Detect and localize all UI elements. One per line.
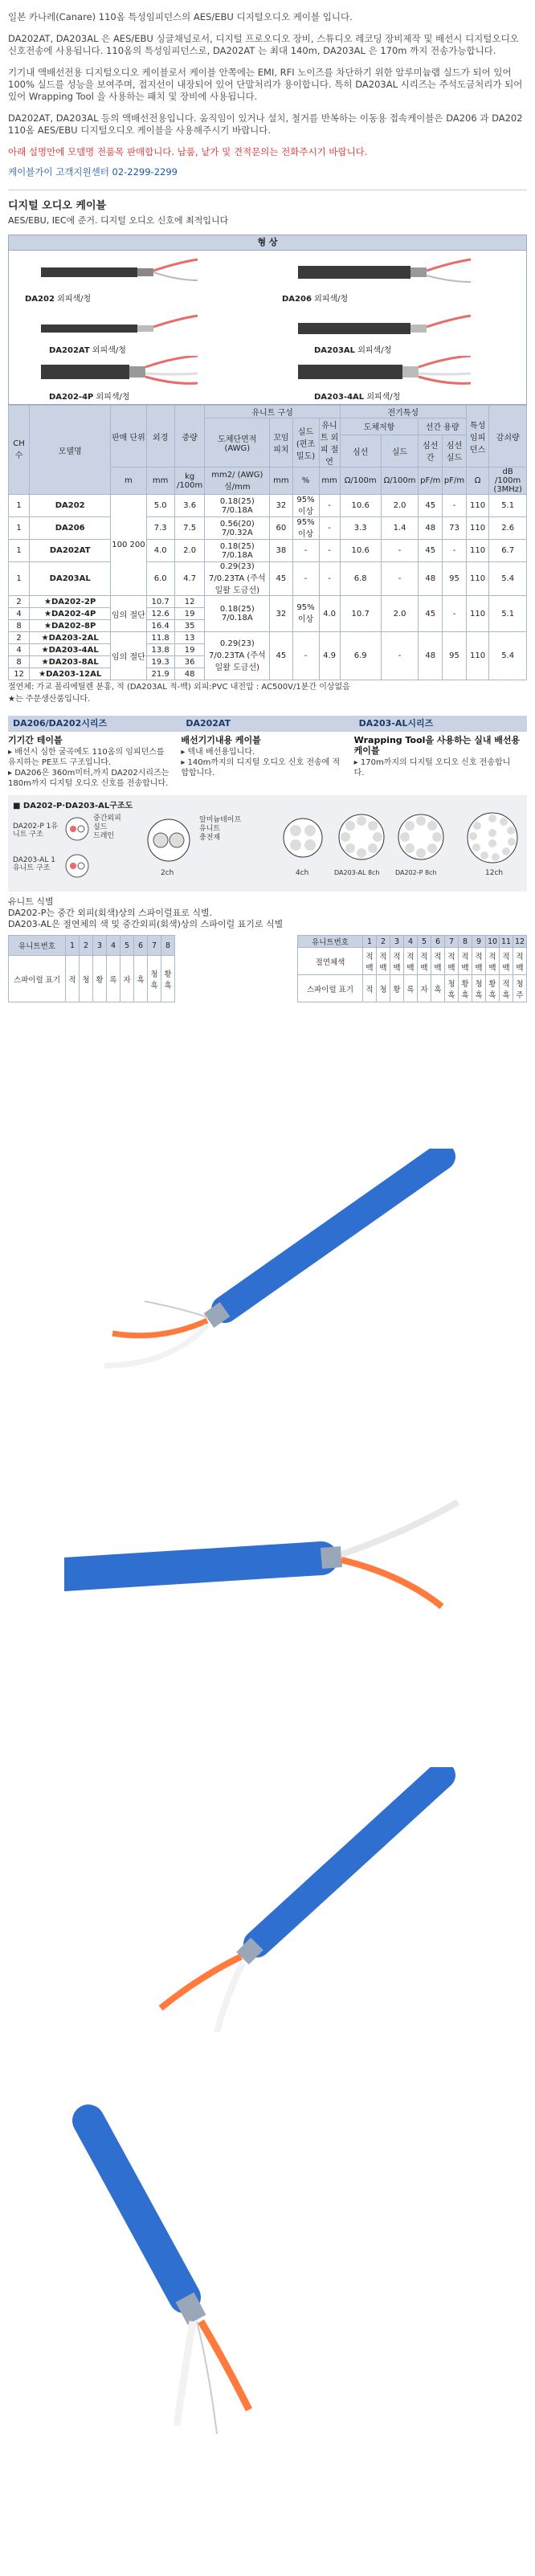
support-phone[interactable]: 케이블가이 고객지원센터 02-2299-2299	[8, 166, 178, 178]
spec-note-2: ★는 주문생산품입니다.	[8, 695, 91, 704]
cable-label-da206: DA206 외피색/청	[282, 295, 349, 304]
table-row: 1 DA206 7.3 7.5 0.56(20) 7/0.32A 60 95% 이상 - 3.3 1.4 48 73 110 2.6	[9, 517, 527, 540]
th-model: 모델명	[30, 406, 111, 495]
structure-diagram	[8, 795, 527, 892]
structure-label-2: DA203-AL 1유니트 구조	[13, 856, 55, 872]
table-row: 8 ★DA202-8P 16.4 35	[9, 620, 527, 632]
unit-ohm2: Ω/100m	[381, 467, 419, 495]
th-sale: 판매 단위	[111, 406, 146, 467]
table-row: 1 DA203AL 6.0 4.7 0.29(23) 7/0.23TA (주석일왈 도금선) 45 - - 6.8 - 48 95 110 5.4	[9, 562, 527, 596]
spec-note-1: 절연체: 가교 폴리에틸렌 분홍, 적 (DA203AL 적-백) 외피:PVC 내전압 : AC500V/1분간 이상없음	[8, 683, 350, 692]
table-row: 4 ★DA202-4P 12.6 19	[9, 608, 527, 620]
ident-text: 유니트 식별 DA202-P는 중간 외피(회색)상의 스파이럴표로 식별. DA203-AL은 절연체의 색 및 중간외피(회색)상의 스파이럴 표기로 식별	[8, 896, 284, 929]
unit-z: Ω	[466, 467, 488, 495]
th-unit-struct: 유니트 구성	[205, 406, 340, 418]
series-body	[8, 735, 527, 789]
series-desc-1: 기기간 테이블 ▸ 배선시 심한 굴곡에도 110옴의 임피던스를 유지하는 PE포드 구조입니다. ▸ DA206은 360m미터,까지 DA202시리즈는 180m까지 디지털 오디오 신호를 전송합니다.	[8, 735, 169, 788]
cable-photo-4	[64, 2104, 466, 2442]
shape-panel	[8, 235, 527, 405]
th-ch: CH 수	[9, 406, 30, 495]
table-row: 1 DA202AT 4.0 2.0 0.18(25) 7/0.18A 38 - - 10.6 - 45 - 110 6.7	[9, 540, 527, 562]
series-header	[8, 716, 527, 732]
unit-pf2: pF/m	[443, 467, 467, 495]
intro-p2: DA202AT, DA203AL 은 AES/EBU 싱글채널로서, 디지털 프로오디오 장비, 스튜디오 레코딩 장비제작 및 배선시 디지털오디오 신호전송에 사용됩니다. 110옴의 특성임피던스로, DA202AT 는 최대 140m, DA203AL 은 170m 까지 전송가능합니다.	[8, 33, 519, 56]
intro-p3: 기기내 액배선전용 디지털오디오 케이블로서 케이블 안쪽에는 EMI, RFI 노이즈를 차단하기 위한 알루미늄랩 실드가 되어 있어 100% 실드를 성능을 보여주며, 접지선이 내장되어 있어 단말처리가 용이합니다. 특히 DA203AL 시리즈는 주석도금처리가 되어 있어 Wrapping Tool 을 사용하는 패치 및 장비에 사용됩니다.	[8, 67, 523, 102]
cable-da202-image	[41, 256, 202, 288]
table-row: 8 ★DA203-8AL 19.3 36	[9, 656, 527, 668]
cable-label-da203al: DA203AL 외피색/청	[314, 346, 392, 355]
caption-8ch-p: DA202-P 8ch	[395, 869, 437, 876]
unit-ohm1: Ω/100m	[340, 467, 381, 495]
table-row: 4 ★DA203-4AL 13.8 19	[9, 644, 527, 656]
unit-jmm: mm	[319, 467, 340, 495]
structure-parts-2: 알미늄테이프 유니트 충전재	[199, 816, 242, 842]
table-row: 12 ★DA203-12AL 21.9 48	[9, 668, 527, 680]
cable-12ch-icon	[466, 811, 519, 864]
structure-label-1: DA202-P 1유니트 구조	[13, 823, 59, 839]
series-h1: DA206/DA202시리즈	[13, 718, 108, 729]
series-h3: DA203-AL시리즈	[358, 718, 434, 729]
intro-p1: 일본 카나레(Canare) 110옴 특성임피던스의 AES/EBU 디지털오디오 케이블 입니다.	[8, 11, 353, 22]
intro-p4: DA202AT, DA203AL 등의 액배선전용입니다. 움직임이 있거나 설치, 철거를 반복하는 이동용 접속케이블은 DA206 과 DA202 110옴 AES/EBU 디지털오디오 케이블을 사용해주시기 바랍니다.	[8, 112, 523, 136]
th-shld: 실드	[381, 435, 419, 467]
cable-photo-3	[64, 1767, 466, 2032]
th-cap2: 심선 실드	[443, 435, 467, 467]
unit-kg: kg /100m	[174, 467, 205, 495]
intro-warning: 아래 설명만에 모델명 전품목 판매합니다. 납품, 낱가 및 견적문의는 전화주시기 바랍니다.	[8, 146, 368, 157]
caption-12ch: 12ch	[485, 869, 504, 877]
cable-photo-1	[64, 1149, 466, 1414]
unit-mm: mm	[146, 467, 174, 495]
series-desc-3: Wrapping Tool을 사용하는 실내 배선용 케이블 ▸ 170m까지의 디지털 오디오 신호 전송합니다.	[353, 735, 521, 778]
cable-da206-image	[298, 256, 475, 288]
table-row: 2 ★DA203-2AL 임의 절단 11.8 13 0.29(23) 7/0.23TA (주석일왈 도금선) 45 - 4.9 6.9 - 48 95 110 5.4	[9, 632, 527, 644]
ident-table-right: 유니트번호 1 2 3 4 5 6 7 8 9 10 11 12 절연체색 적 백 적 백 적 백 적 백 적 백 적 백 적 백 적 백 적 백 적 백 적 백 적 백 스파이럴 표기 적 청 황 록 자 흑 청 흑 황 흑 청 흑 황 흑 적 흑 청 주	[297, 935, 527, 1002]
table-row: 1 DA202 100 200 5.0 3.6 0.18(25) 7/0.18A 32 95% 이상 - 10.6 2.0 45 - 110 5.1	[9, 495, 527, 517]
th-cond: 도체단면적 (AWG)	[205, 418, 270, 467]
cable-8ch-p-icon	[397, 813, 445, 861]
th-cap: 선간 용량	[419, 418, 467, 435]
cable-2ch-icon	[145, 816, 193, 864]
structure-parts: 중간외피 실드 드레인	[93, 814, 121, 840]
th-dc: 도체저항	[340, 418, 419, 435]
cable-label-da202: DA202 외피색/청	[25, 295, 92, 304]
th-att: 감쇠량	[489, 406, 527, 467]
cable-da203al-image	[298, 312, 475, 345]
ident-table-left: 유니트번호 1 2 3 4 5 6 7 8 스파이럴 표기 적 청 황 록 자 흑 청 흑 황 흑	[8, 935, 175, 1002]
series-h2: DA202AT	[186, 718, 231, 729]
unit-pct: %	[292, 467, 319, 495]
th-cap1: 심선 간	[419, 435, 443, 467]
caption-8ch-al: DA203-AL 8ch	[334, 869, 380, 876]
cable-photo-2	[64, 1438, 466, 1711]
unit-cond: mm2/ (AWG) 심/mm	[205, 467, 270, 495]
th-elec: 전기특성	[340, 406, 466, 418]
ident-tables	[8, 935, 527, 1002]
th-insul: 심선	[340, 435, 381, 467]
section-subtitle: AES/EBU, IEC에 준거. 디지털 오디오 신호에 최적입니다	[8, 215, 229, 226]
th-shield: 실드 (편조 밀도)	[292, 418, 319, 467]
unit-m: m	[111, 467, 146, 495]
caption-2ch: 2ch	[161, 869, 174, 877]
unit-att: dB /100m (3MHz)	[489, 467, 527, 495]
unit-pitch: mm	[270, 467, 292, 495]
cable-da203-4al-image	[298, 356, 475, 388]
spec-table	[8, 405, 527, 680]
cable-da202at-image	[41, 312, 202, 345]
shape-header: 형 상	[9, 235, 526, 251]
cable-8ch-al-icon	[337, 813, 386, 861]
caption-4ch: 4ch	[296, 869, 309, 877]
cable-da202-4p-image	[41, 356, 202, 388]
unit-pf1: pF/m	[419, 467, 443, 495]
cable-label-da203-4al: DA203-4AL 외피색/청	[314, 393, 401, 402]
structure-title: ■ DA202-P·DA203-AL구조도	[13, 802, 133, 810]
cable-label-da202at: DA202AT 외피색/청	[49, 346, 126, 355]
section-title: 디지털 오디오 케이블	[8, 200, 107, 212]
th-pitch: 꼬임 피치	[270, 418, 292, 467]
th-imp: 특성 임피던스	[466, 406, 488, 467]
intro	[0, 0, 535, 178]
th-jacket: 유니트 외피 절연	[319, 418, 340, 467]
th-weight: 중량	[174, 406, 205, 467]
cable-label-da202-4p: DA202-4P 외피색/청	[49, 393, 130, 402]
series-desc-2: 배선기기내용 케이블 ▸ 텍내 배선용입니다. ▸ 140m까지의 디지털 오디오 신호 전송에 적합합니다.	[181, 735, 341, 778]
cable-4ch-icon	[281, 816, 325, 859]
th-od: 외경	[146, 406, 174, 467]
table-row: 2 ★DA202-2P 임의 절단 10.7 12 0.18(25) 7/0.18A 32 95% 이상 4.0 10.7 2.0 45 - 110 5.1	[9, 596, 527, 608]
